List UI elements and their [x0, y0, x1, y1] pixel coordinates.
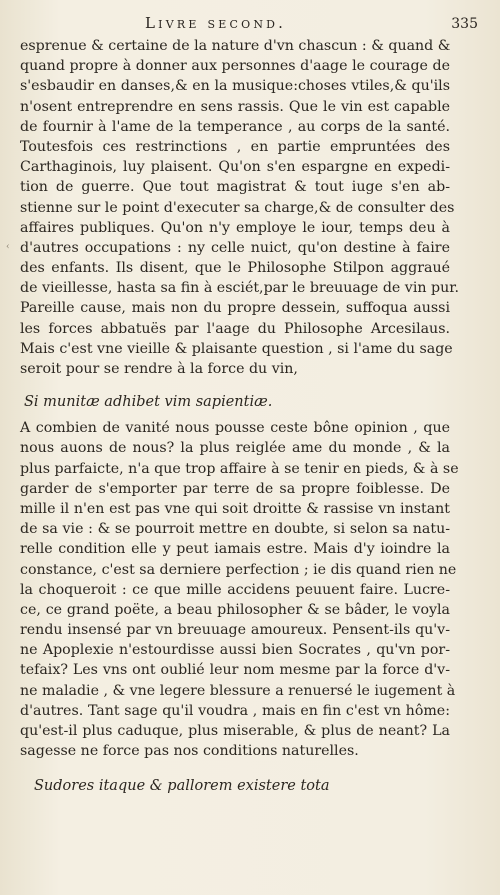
text-line: seroit pour se rendre à la force du vin,	[20, 361, 298, 377]
text-line: de sa vie : & se pourroit mettre en doubte, si selon sa natu-	[20, 521, 450, 538]
text-line: ne maladie , & vne legere blessure a renuersé le iugement à	[20, 682, 456, 699]
text-line: qu'est-il plus caduque, plus miserable, & plus de neant? La	[20, 723, 450, 739]
text-line: stienne sur le point d'executer sa charge,& de consulter des	[20, 199, 455, 216]
text-line: sagesse ne force pas nos conditions naturelles.	[20, 743, 359, 760]
text-line: Pareille cause, mais non du propre dessein, suffoqua aussi	[20, 300, 450, 317]
text-line: rendu insensé par vn breuuage amoureux. Pensent-ils qu'v-	[20, 622, 450, 639]
paragraph-2	[20, 418, 459, 761]
body-text	[20, 36, 459, 797]
text-line: la choqueroit : ce que mille accidens peuuent faire. Lucre-	[20, 581, 450, 598]
text-line: affaires publiques. Qu'on n'y employe le iour, temps deu à	[20, 219, 450, 236]
text-line: de vieillesse, hasta sa fin à esciét,par le breuuage de vin pur.	[20, 280, 459, 297]
text-line: plus parfaicte, n'a que trop affaire à se tenir en pieds, & à se	[20, 460, 459, 477]
text-line: tion de guerre. Que tout magistrat & tout iuge s'en ab-	[20, 179, 450, 196]
text-line: nous auons de nous? la plus reiglée ame du monde , & la	[20, 440, 450, 457]
text-line: les forces abbatuës par l'aage du Philosophe Arcesilaus.	[20, 320, 450, 337]
text-line: Carthaginois, luy plaisent. Qu'on s'en espargne en expedi-	[20, 159, 450, 176]
paragraph-1	[20, 36, 459, 379]
page-number: 335	[451, 16, 478, 32]
text-line: garder de s'emporter par terre de sa propre foiblesse. De	[20, 480, 450, 497]
text-line: ce, ce grand poëte, a beau philosopher & se bâder, le voyla	[20, 601, 450, 618]
latin-quote-heading: Si munitæ adhibet vim sapientiæ.	[24, 394, 273, 411]
text-line: ne Apoplexie n'estourdisse aussi bien Socrates , qu'vn por-	[20, 642, 450, 659]
text-line: Toutesfois ces restrinctions , en partie empruntées des	[20, 138, 450, 155]
margin-mark-icon: ‹	[6, 242, 10, 252]
text-line: tefaix? Les vns ont oublié leur nom mesme par la force d'v-	[20, 662, 450, 679]
text-line: d'autres. Tant sage qu'il voudra , mais en fin c'est vn hôme:	[20, 702, 450, 719]
text-line: esprenue & certaine de la nature d'vn chascun : & quand &	[20, 38, 451, 54]
text-line: de fournir à l'ame de la temperance , au corps de la santé.	[20, 118, 450, 135]
text-line: s'esbaudir en danses,& en la musique:choses vtiles,& qu'ils	[20, 78, 450, 95]
text-line: quand propre à donner aux personnes d'aage le courage de	[20, 58, 450, 75]
text-line: Mais c'est vne vieille & plaisante question , si l'ame du sage	[20, 340, 453, 357]
latin-quote-closing: Sudores itaque & pallorem existere tota	[34, 778, 330, 795]
running-title: Livre second.	[145, 14, 287, 32]
text-line: A combien de vanité nous pousse ceste bône opinion , que	[20, 420, 450, 437]
text-line: d'autres occupations : ny celle nuict, qu'on destine à faire	[20, 239, 450, 256]
text-line: constance, c'est sa derniere perfection ; ie dis quand rien ne	[20, 561, 457, 578]
text-line: relle condition elle y peut iamais estre. Mais d'y ioindre la	[20, 541, 450, 558]
text-line: des enfants. Ils disent, que le Philosophe Stilpon aggraué	[20, 260, 450, 277]
text-line: mille il n'en est pas vne qui soit droitte & rassise vn instant	[20, 500, 450, 517]
running-head	[0, 12, 500, 36]
text-line: n'osent entreprendre en sens rassis. Que le vin est capable	[20, 98, 450, 115]
